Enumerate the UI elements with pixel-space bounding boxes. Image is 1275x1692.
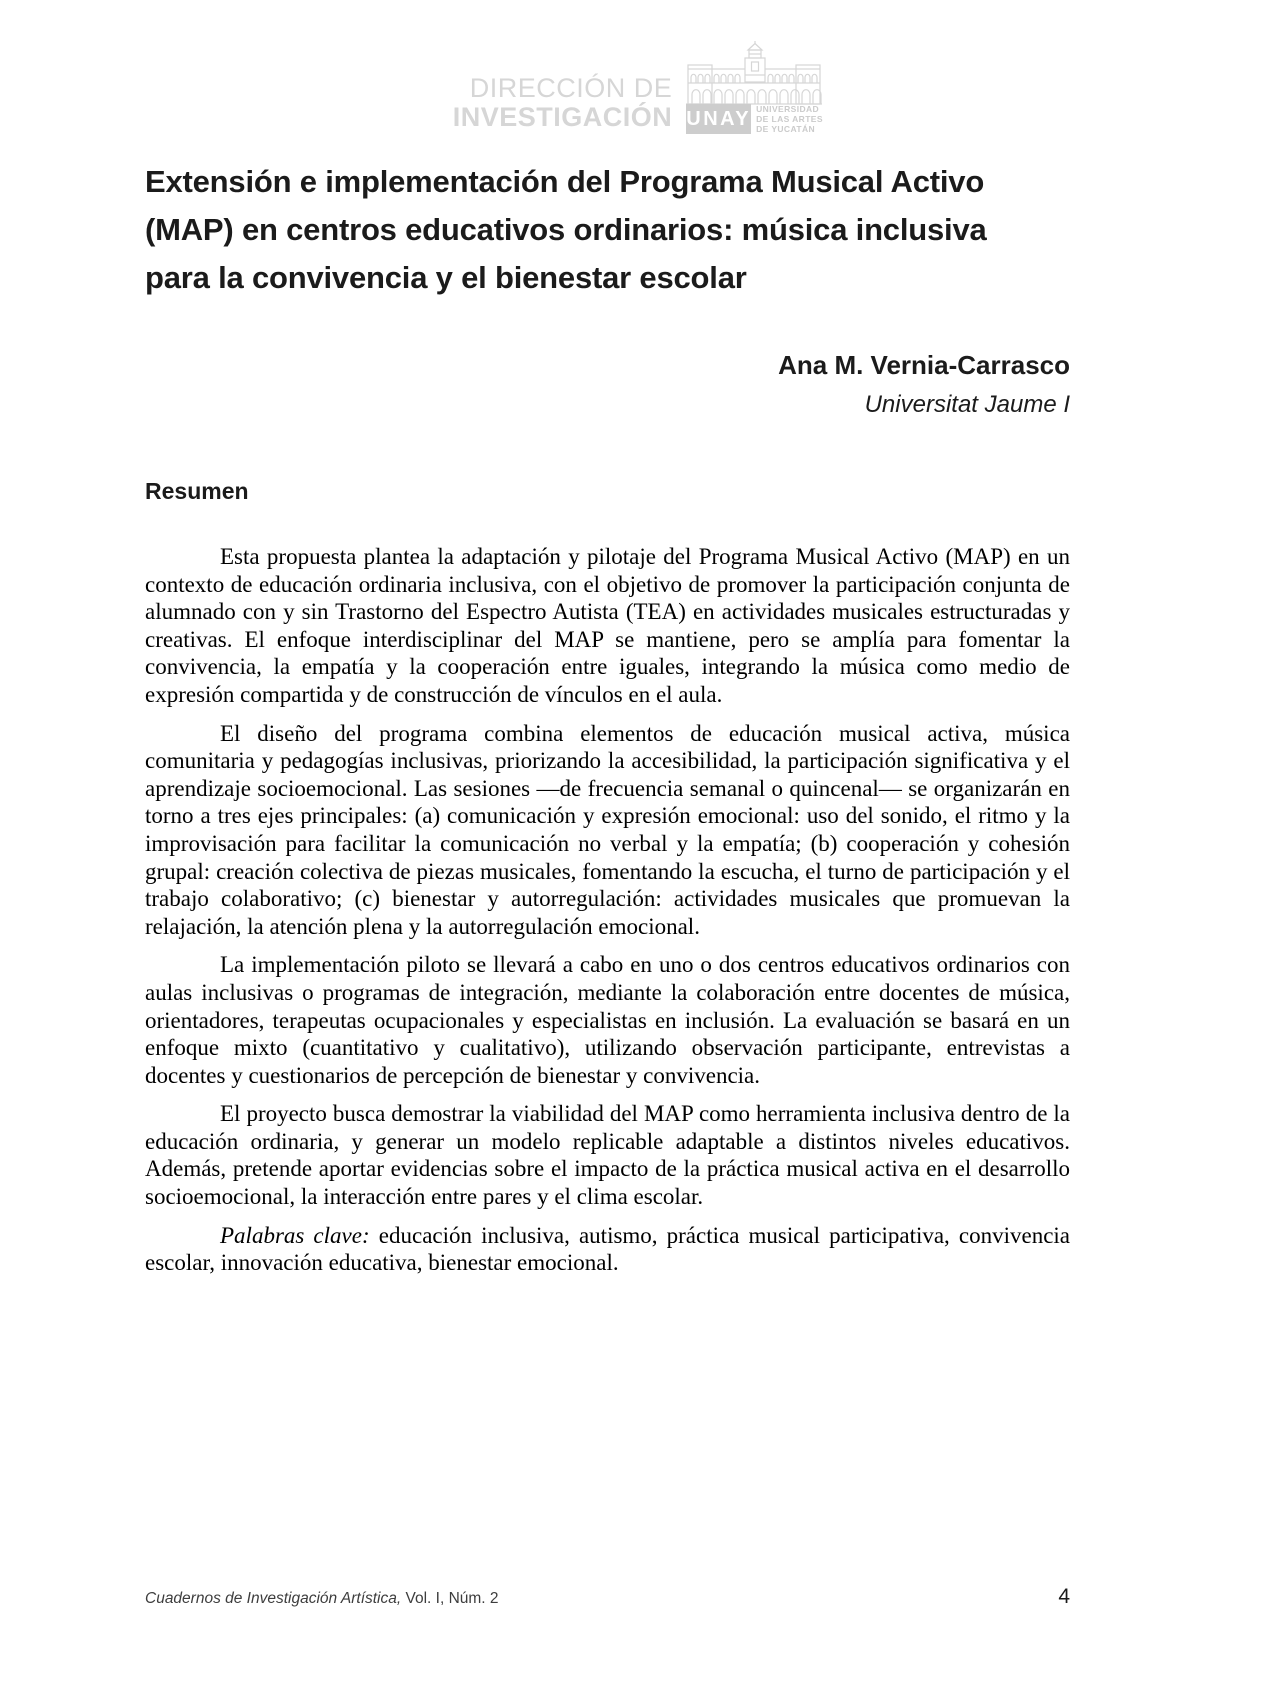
abstract-heading: Resumen xyxy=(145,478,249,504)
article-title: Extensión e implementación del Programa Musical Activo (MAP) en centros educativos ordinarios: música inclusiva para la convivencia y el bienestar escolar xyxy=(145,164,987,295)
direccion-de-investigacion-wordmark xyxy=(453,74,673,134)
journal-reference xyxy=(145,1590,499,1608)
author-affiliation: Universitat Jaume I xyxy=(864,391,1070,418)
author-name: Ana M. Vernia-Carrasco xyxy=(778,350,1070,380)
author-block xyxy=(145,348,1070,420)
university-name-line-1: UNIVERSIDAD xyxy=(756,104,820,114)
abstract-paragraph: La implementación piloto se llevará a cabo en uno o dos centros educativos ordinarios con aulas inclusivas o programas de integración, mediante la colaboración entre docentes de música, orientadores, terapeutas ocupacionales y especialistas en inclusión. La evaluación se basará en un enfoque mixto (cuantitativo y cualitativo), utilizando observación participante, entrevistas a docentes y cuestionarios de percepción de bienestar y convivencia. xyxy=(145,952,1070,1088)
keywords-list: educación inclusiva, autismo, práctica musical participativa, convivencia escolar, innovación educativa, bienestar emocional. xyxy=(145,1222,1071,1276)
university-name-line-3: DE YUCATÁN xyxy=(756,124,816,134)
document-page xyxy=(0,42,1275,1608)
direccion-line-1: DIRECCIÓN DE xyxy=(469,73,673,103)
header xyxy=(0,42,1275,134)
unay-logo-lockup xyxy=(686,104,822,134)
keywords-paragraph xyxy=(145,1222,1070,1277)
page-number: 4 xyxy=(1058,1585,1070,1608)
direccion-line-2: INVESTIGACIÓN xyxy=(452,102,673,132)
university-name-line-2: DE LAS ARTES xyxy=(756,114,823,124)
abstract-paragraph: Esta propuesta plantea la adaptación y pilotaje del Programa Musical Activo (MAP) en un contexto de educación ordinaria inclusiva, con el objetivo de promover la participación conjunta de alumnado con y sin Trastorno del Espectro Autista (TEA) en actividades musicales estructuradas y creativas. El enfoque interdisciplinar del MAP se mantiene, pero se amplía para fomentar la convivencia, la empatía y la cooperación entre iguales, integrando la música como medio de expresión compartida y de construcción de vínculos en el aula. xyxy=(145,544,1070,707)
abstract-body xyxy=(145,543,1070,1277)
journal-issue: Vol. I, Núm. 2 xyxy=(405,1590,499,1607)
page-content xyxy=(0,158,1275,1277)
university-building-icon xyxy=(686,41,822,105)
abstract-paragraph: El proyecto busca demostrar la viabilidad del MAP como herramienta inclusiva dentro de la educación ordinaria, y generar un modelo replicable adaptable a distintos niveles educativos. Además, pretende aportar evidencias sobre el impacto de la práctica musical activa en el desarrollo socioemocional, la interacción entre pares y el clima escolar. xyxy=(145,1101,1070,1210)
university-name xyxy=(751,104,823,134)
abstract-paragraph: El diseño del programa combina elementos de educación musical activa, música comunitaria y pedagogías inclusivas, priorizando la accesibilidad, la participación significativa y el aprendizaje socioemocional. Las sesiones —de frecuencia semanal o quincenal— se organizarán en torno a tres ejes principales: (a) comunicación y expresión emocional: uso del sonido, el ritmo y la improvisación para facilitar la comunicación no verbal y la empatía; (b) cooperación y cohesión grupal: creación colectiva de piezas musicales, fomentando la escucha, el turno de participación y el trabajo colaborativo; (c) bienestar y autorregulación: actividades musicales que promuevan la relajación, la atención plena y la autorregulación emocional. xyxy=(145,720,1070,939)
page-footer xyxy=(145,1585,1070,1609)
keywords-label: Palabras clave: xyxy=(220,1222,370,1248)
unay-acronym: UNAY xyxy=(686,104,751,134)
unay-logo xyxy=(686,41,822,134)
journal-name: Cuadernos de Investigación Artística, xyxy=(145,1590,402,1607)
